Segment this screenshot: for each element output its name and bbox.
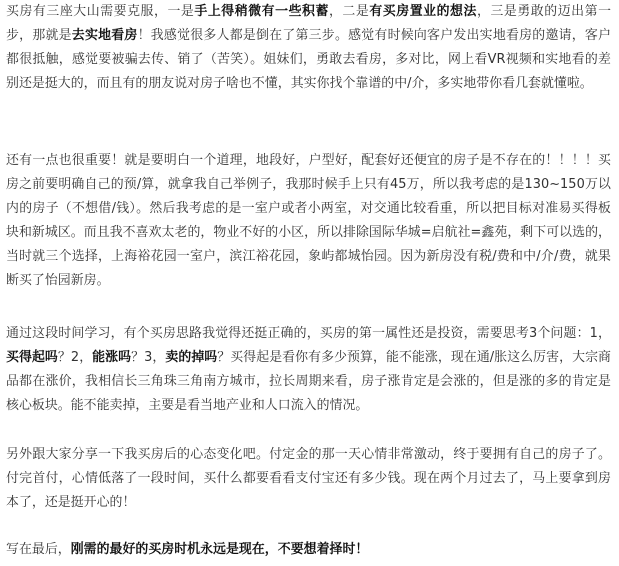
bold-text: 能涨吗	[92, 350, 132, 365]
bold-text: 卖的掉吗	[165, 350, 218, 365]
paragraph-2	[6, 149, 611, 293]
text-segment: ？3，	[131, 350, 166, 365]
bold-text: 刚需的最好的买房时机永远是现在，不要想着择时！	[70, 542, 369, 557]
bold-text: 去实地看房	[71, 28, 138, 43]
text-segment: ，三是勇敢的迈出第一步，那就是	[6, 4, 612, 43]
text-segment: 写在最后，	[6, 542, 71, 557]
paragraph-1	[6, 0, 611, 96]
text-segment: ？买得起是看你有多少预算，能不能涨，现在通/胀这么厉害，大宗商品都在涨价，我相信长三角珠三角南方城市，拉长周期来看，房子涨肯定是会涨的，但是涨的多的肯定是核心板块。能不能卖掉，主要是看当地产业和人口流入的情况。	[6, 350, 611, 413]
paragraph-5	[6, 538, 611, 562]
text-segment: 通过这段时间学习，有个买房思路我觉得还挺正确的，买房的第一属性还是投资，需要思考3个问题：1，	[6, 326, 611, 341]
bold-text: 有买房置业的想法	[369, 4, 477, 19]
text-segment: ，二是	[328, 4, 370, 19]
text-segment: 买房有三座大山需要克服，一是	[6, 4, 195, 19]
paragraph-4	[6, 443, 611, 515]
bold-text: 手上得稍微有一些积蓄	[194, 4, 329, 19]
text-segment: 还有一点也很重要！就是要明白一个道理，地段好，户型好，配套好还便宜的房子是不存在的！！！！买房之前要明确自己的预/算，就拿我自己举例子，我那时候手上只有45万，所以我考虑的是130~150万以内的房子（不想借/钱）。然后我考虑的是一室户或者小两室，对交通比较看重，所以把目标对准易买得板块和新城区。而且我不喜欢太老的，物业不好的小区，所以排除国际华城=启航社=鑫苑，剩下可以选的，当时就三个选择，上海裕花园一室户，滨江裕花园，象屿都城怡园。因为新房没有税/费和中/介/费，就果断买了怡园新房。	[6, 153, 611, 288]
text-segment: ？2，	[57, 350, 93, 365]
text-segment: 另外跟大家分享一下我买房后的心态变化吧。付定金的那一天心情非常激动，终于要拥有自己的房子了。付完首付，心情低落了一段时间，买什么都要看看支付宝还有多少钱。现在两个月过去了，马上要拿到房本了，还是挺开心的！	[6, 447, 611, 510]
paragraph-3	[6, 322, 611, 418]
text-segment: ！我感觉很多人都是倒在了第三步。感觉有时候向客户发出实地看房的邀请，客户都很抵触，感觉要被骗去传、销了（苦笑）。姐妹们，勇敢去看房，多对比，网上看VR视频和实地看的差别还是挺大的，而且有的朋友说对房子啥也不懂，其实你找个靠谱的中/介，多实地带你看几套就懂啦。	[6, 28, 612, 91]
bold-text: 买得起吗	[6, 350, 58, 365]
